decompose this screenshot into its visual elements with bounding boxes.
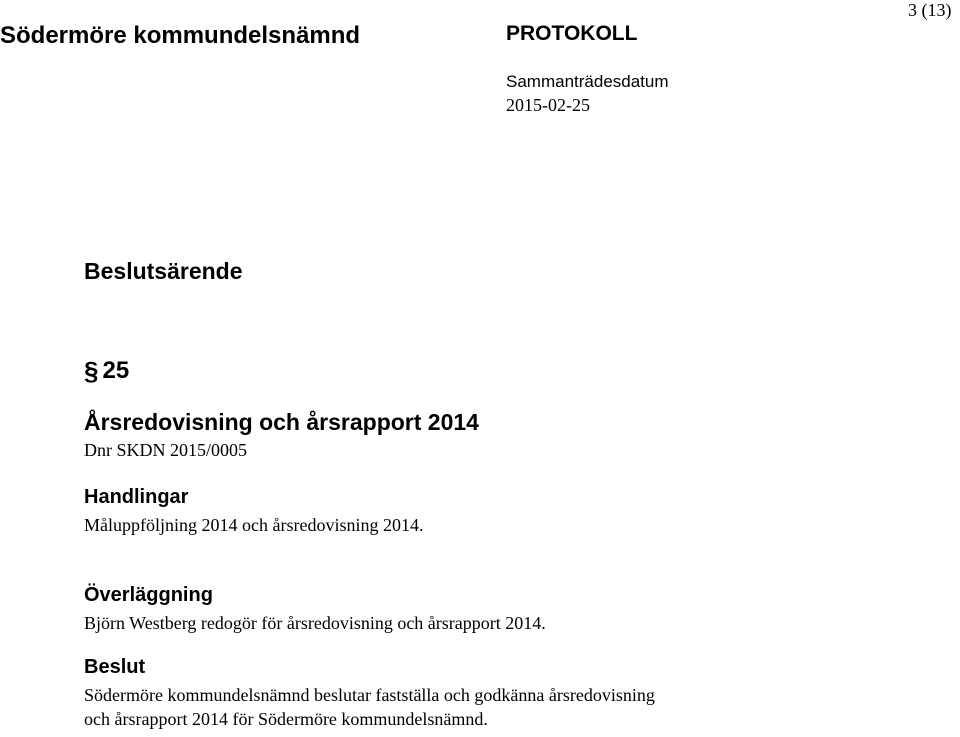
paragraph-number: 25 [102, 357, 130, 384]
beslut-text-line2: och årsrapport 2014 för Södermöre kommundelsnämnd. [84, 709, 488, 729]
organization-name: Södermöre kommundelsnämnd [0, 22, 361, 49]
handlingar-heading: Handlingar [84, 486, 189, 508]
handlingar-text: Måluppföljning 2014 och årsredovisning 2014. [84, 515, 424, 535]
beslut-heading: Beslut [84, 656, 146, 678]
paragraph-number-row [84, 358, 129, 384]
document-type: PROTOKOLL [506, 22, 638, 45]
page-number: 3 (13) [908, 0, 952, 20]
section-heading: Beslutsärende [84, 258, 243, 284]
overlaggning-text: Björn Westberg redogör för årsredovisning och årsrapport 2014. [84, 613, 546, 633]
beslut-text-line1: Södermöre kommundelsnämnd beslutar fastställa och godkänna årsredovisning [84, 685, 655, 705]
meeting-date-label: Sammanträdesdatum [506, 72, 669, 91]
overlaggning-heading: Överläggning [84, 584, 213, 606]
item-dnr: Dnr SKDN 2015/0005 [84, 440, 248, 460]
item-title: Årsredovisning och årsrapport 2014 [84, 409, 479, 435]
meeting-date: 2015-02-25 [506, 95, 590, 115]
paragraph-sign: § [84, 356, 99, 386]
